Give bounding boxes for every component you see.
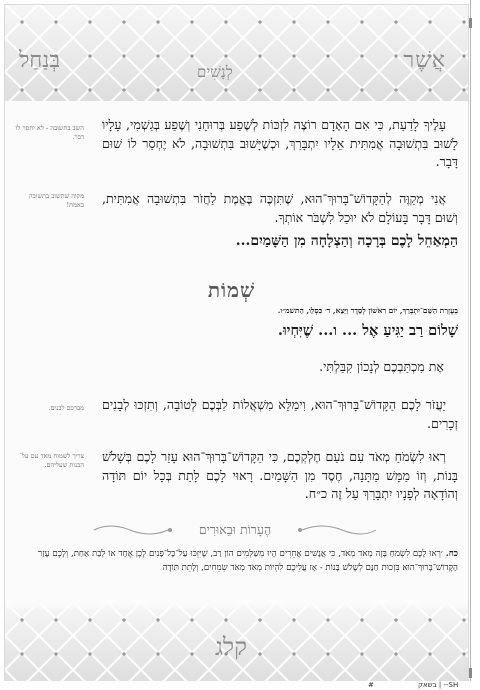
paragraph-5: אֶת מִכְתַּבְכֶם לְנָכוֹן קִבַּלְתִּי. [319,359,444,374]
book-page [4,4,469,683]
page-spine [470,0,480,690]
spine-tick-top [469,18,472,28]
paragraph-6: יַעֲזֹר לָכֶם הַקָּדוֹשׁ־בָּרוּךְ־הוּא, וִימַלֵּא מִשְׁאֲלוֹת לִבְּכֶם לְטוֹבָה, וְתִזְכּוּ לְבָנִים זְכָרִים. [102,397,458,431]
footnotes [38,548,458,575]
letter-date-line: בְּעֶזְרַת הַשֵּׁם־יִתְבָּרַךְ, יוֹם רִאשׁוֹן לְסֵדֶר וַיֵּצֵא, ד׳ כִּסְלֵו, הַתשמ״ו. [277,306,458,315]
footnote-text: ׳רְאוּ לָכֶם לִשְׂמֹחַ בָּזֶה מְאֹד מְאֹד, כִּי אֲנָשִׁים אֲחֵרִים הָיוּ מְשַׁלְּמִים הוֹן רַב, שֶׁיִּזְכּוּ עַל־כָּל־פָּנִים לָכֶן אֶחָד אוֹ לְבַת אַחַת, וְלָכֶם עָזַר הַקָּדוֹשׁ־בָּרוּךְ־הוּא בִּזְכוּת חַנָּם לְשָׁלֹשׁ בָּנוֹת - אָז עֲלֵיכֶם לִהְיוֹת מְאֹד מְאֹד שְׂמֵחִים, וְלָתֵת תּוֹדָה [38,549,458,573]
paragraph-1: עָלֶיךָ לָדַעַת, כִּי אִם הָאָדָם רוֹצֶה לִזְכּוֹת לְשֶׁפַע בְּרוּחָנִי וְשֶׁפַע בְּגַשְׁמִי, עָלָיו לָשׁוּב בִּתְשׁוּבָה אֲמִתִּית אֵלָיו יִתְבָּרַךְ, וּכְשֶׁיָּשׁוּב בִּתְשׁוּבָה, לֹא יֶחְסַר לוֹ שׁוּם דָּבָר. [102,117,458,169]
side-note-2: מקוה שתשוב בתשובה באמת! [28,192,84,209]
header-title-middle: לְנָשִׁים [197,63,233,81]
spine-tick-bottom [469,668,472,678]
print-slug-left: # [368,681,374,689]
print-slug-strip [0,681,480,690]
header-quilt-pattern [5,5,468,101]
page-number: קלג [215,633,247,661]
notes-title: הֶעָרוֹת וּבֵאוּרִים [198,522,272,537]
print-slug-right: בשאק | --SH [418,681,459,689]
paragraph-2: אֲנִי מְקַוֶּה לְהַקָּדוֹשׁ־בָּרוּךְ־הוּא, שֶׁתִּזְכֶּה בֶּאֱמֶת לַחֲזֹר בִּתְשׁוּבָה אֲמִתִּית, וְשׁוּם דָּבָר בָּעוֹלָם לֹא יוּכַל לִשְׁבֹּר אוֹתְךָ. [102,191,458,225]
footer-fade [5,603,468,611]
header-title-right: אֲשֶׁר [403,48,446,73]
side-note-4: צריך לשמוח מאד עם על־ הבנות שעליהם. [19,452,84,469]
side-note-3: מברכם לבנים. [48,404,84,412]
paragraph-7: רְאוּ לִשְׂמֹחַ מְאֹד עִם נֹעַם חֶלְקְכֶם, כִּי הַקָּדוֹשׁ־בָּרוּךְ־הוּא עָזַר לָכֶם בְּשָׁלֹשׁ בָּנוֹת, וְזוֹ מַמָּשׁ מַתָּנָה, חֶסֶד מִן הַשָּׁמַיִם. רָאוּי לָכֶם לָתֵת בְּכָל יוֹם תּוֹדָה וְהוֹדָאָה לְפָנָיו יִתְבָּרַךְ עַל זֶה כ״ח. [102,449,458,501]
side-note-1: השב בתשובה - לא יחסר לו דבר. [15,124,84,141]
section-title: שְׁמוֹת [207,278,256,302]
notes-title-ornament [90,518,380,542]
closing-blessing: הַמְאַחֵל לָכֶם בְּרָכָה וְהַצְלָחָה מִן הַשָּׁמַיִם... [235,233,458,249]
footnote-label: כח. [445,549,459,559]
header-title-left: בְּנַחַל [19,48,61,73]
letter-greeting: שָׁלוֹם רַב יַגִּיעַ אֶל ... ו... שֶׁיִּחְיוּ. [277,322,458,339]
